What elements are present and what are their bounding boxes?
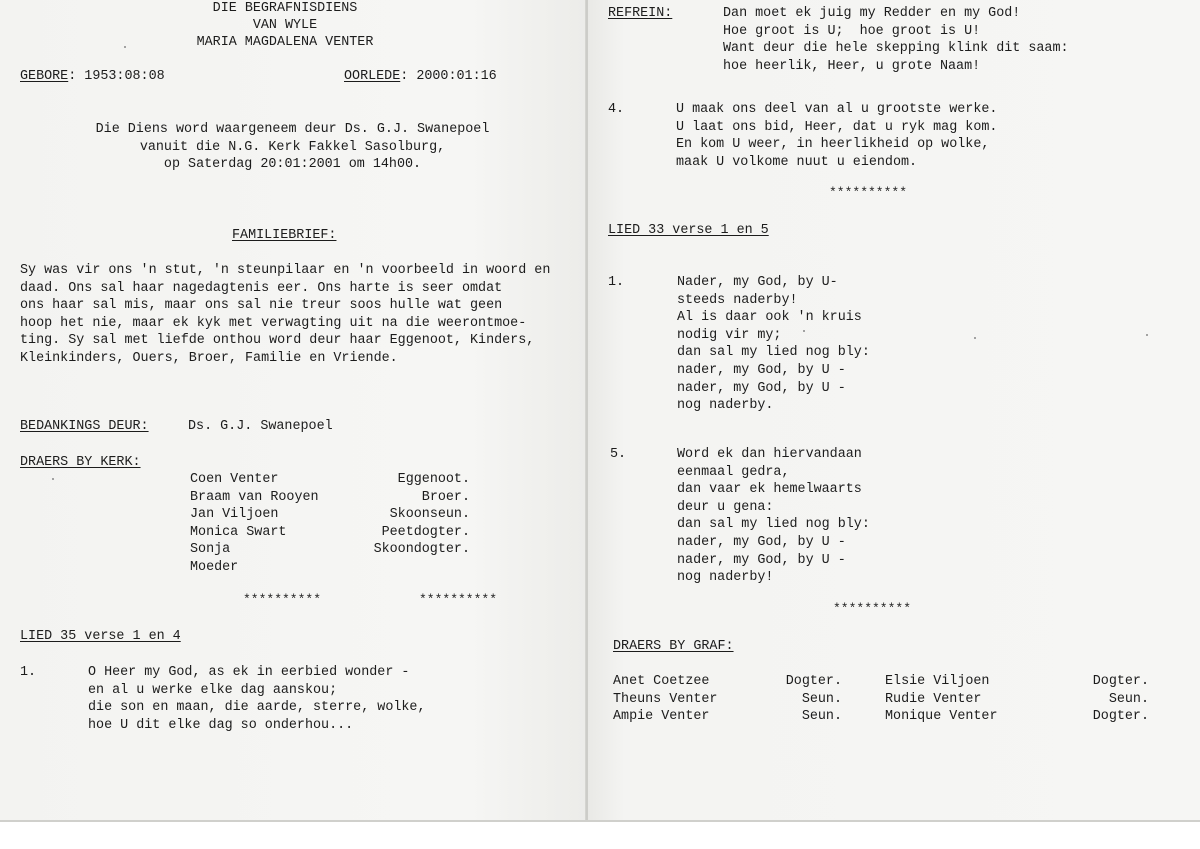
thanks-value: Ds. G.J. Swanepoel <box>188 419 333 434</box>
verse-line: Nader, my God, by U- <box>677 275 838 290</box>
bearer-row <box>885 691 1149 709</box>
verse-line: nader, my God, by U - <box>677 380 846 396</box>
verse-line: dan sal my lied nog bly: <box>677 345 870 361</box>
refrain-text <box>723 5 1069 75</box>
paper-speck <box>1146 334 1148 336</box>
paper-bottom-edge <box>0 820 1200 822</box>
title-line-1: DIE BEGRAFNISDIENS <box>212 1 358 16</box>
bearer-row <box>190 559 470 577</box>
bearer-relation: Eggenoot. <box>397 472 470 487</box>
verse-line: dan sal my lied nog bly: <box>677 517 870 533</box>
paper-speck <box>974 337 976 339</box>
bearer-row <box>885 673 1149 691</box>
bearer-row <box>190 541 470 559</box>
bearer-row <box>190 506 470 524</box>
died-value: : 2000:01:16 <box>400 69 497 84</box>
verse-line: hoe U dit elke dag so onderhou... <box>88 717 354 733</box>
born-label: GEBORE <box>20 69 69 84</box>
title-line-3: MARIA MAGDALENA VENTER <box>196 35 374 50</box>
bearer-name: Braam van Rooyen <box>190 489 319 505</box>
family-letter-line: ons haar sal mis, maar ons sal nie treur soos hulle wat geen <box>20 298 503 314</box>
grave-bearers-label: DRAERS BY GRAF: <box>613 639 734 654</box>
verse-line: eenmaal gedra, <box>677 464 790 480</box>
bearer-name: Moeder <box>190 559 239 575</box>
hymn-35-heading: LIED 35 verse 1 en 4 <box>20 629 181 644</box>
service-line: Die Diens word waargeneem deur Ds. G.J. Swanepoel <box>95 122 490 137</box>
family-letter-line: hoop het nie, maar ek kyk met verwagting uit na die weerontmoe- <box>20 315 527 331</box>
verse-line: nader, my God, by U - <box>677 534 846 550</box>
grave-bearers-right <box>885 673 1149 726</box>
bearer-name: Jan Viljoen <box>190 507 279 523</box>
left-page <box>0 0 586 820</box>
bearer-row <box>885 708 1149 726</box>
hymn-33-verse-5 <box>677 446 870 587</box>
family-letter-line: Kleinkinders, Ouers, Broer, Familie en Vriende. <box>20 350 398 366</box>
hymn-35-verse-4 <box>676 101 997 171</box>
verse-line: nodig vir my; <box>677 327 782 343</box>
birth-date <box>20 68 165 86</box>
death-date <box>344 68 497 86</box>
verse-number: 1. <box>608 275 625 290</box>
verse-line: En kom U weer, in heerlikheid op wolke, <box>676 137 990 153</box>
family-letter-line: Sy was vir ons 'n stut, 'n steunpilaar en 'n voorbeeld in woord en <box>20 263 551 278</box>
verse-line: nog naderby. <box>677 398 774 414</box>
bearer-name: Ampie Venter <box>613 709 710 725</box>
hymn-33-verse-1 <box>677 274 870 415</box>
service-info <box>20 121 565 174</box>
grave-bearers-left <box>613 673 842 726</box>
verse-number: 4. <box>608 102 625 117</box>
bearer-relation: Dogter. <box>785 674 842 689</box>
service-line: vanuit die N.G. Kerk Fakkel Sasolburg, <box>139 139 446 155</box>
hymn-35-verse-1 <box>88 664 426 734</box>
verse-line: en al u werke elke dag aanskou; <box>88 682 338 698</box>
born-value: : 1953:08:08 <box>68 69 165 84</box>
verse-number: 1. <box>20 665 37 680</box>
verse-line: maak U volkome nuut u eiendom. <box>676 154 918 170</box>
church-bearers-list <box>190 471 470 577</box>
bearer-name: Coen Venter <box>190 472 279 487</box>
verse-line: U maak ons deel van al u grootste werke. <box>676 102 998 117</box>
paper-speck <box>124 46 126 48</box>
right-page <box>588 0 1200 820</box>
bearer-row <box>613 708 842 726</box>
bearer-name: Elsie Viljoen <box>885 674 990 689</box>
family-letter-line: ting. Sy sal met liefde onthou word deur haar Eggenoot, Kinders, <box>20 333 535 349</box>
verse-number: 5. <box>610 447 627 462</box>
title-line-2: VAN WYLE <box>252 18 318 33</box>
verse-line: O Heer my God, as ek in eerbied wonder - <box>88 665 410 680</box>
paper-speck <box>803 330 805 332</box>
verse-line: Word ek dan hiervandaan <box>677 447 862 462</box>
verse-line: nader, my God, by U - <box>677 362 846 378</box>
bearer-name: Anet Coetzee <box>613 674 710 689</box>
separator-stars: ********** <box>419 592 498 607</box>
family-letter-heading: FAMILIEBRIEF: <box>232 228 337 243</box>
family-letter-text <box>20 262 565 368</box>
bearer-relation: Broer. <box>421 489 470 505</box>
verse-line: nader, my God, by U - <box>677 552 846 568</box>
verse-line: U laat ons bid, Heer, dat u ryk mag kom. <box>676 119 998 135</box>
bearer-relation: Seun. <box>1108 691 1149 707</box>
verse-line: steeds naderby! <box>677 292 798 308</box>
refrain-line: hoe heerlik, Heer, u grote Naam! <box>723 58 981 74</box>
service-line: op Saterdag 20:01:2001 om 14h00. <box>163 157 422 173</box>
refrain-line: Want deur die hele skepping klink dit saam: <box>723 41 1069 57</box>
bearer-row <box>613 673 842 691</box>
verse-line: nog naderby! <box>677 570 774 586</box>
bearer-name: Monica Swart <box>190 524 287 540</box>
family-letter-line: daad. Ons sal haar nagedagtenis eer. Ons harte is seer omdat <box>20 280 503 296</box>
bearer-name: Monique Venter <box>885 709 998 725</box>
bearer-row <box>190 471 470 489</box>
thanks-label: BEDANKINGS DEUR: <box>20 419 149 434</box>
bearer-relation: Dogter. <box>1092 674 1149 689</box>
bearer-row <box>613 691 842 709</box>
separator-stars: ********** <box>833 601 912 616</box>
refrain-label: REFREIN: <box>608 6 673 21</box>
bearer-relation: Seun. <box>801 691 842 707</box>
bearer-relation: Seun. <box>801 709 842 725</box>
hymn-33-heading: LIED 33 verse 1 en 5 <box>608 223 769 238</box>
refrain-line: Hoe groot is U; hoe groot is U! <box>723 23 981 39</box>
bearer-row <box>190 489 470 507</box>
bearer-row <box>190 524 470 542</box>
refrain-line: Dan moet ek juig my Redder en my God! <box>723 6 1021 21</box>
verse-line: Al is daar ook 'n kruis <box>677 310 862 326</box>
verse-line: deur u gena: <box>677 499 774 515</box>
bearer-relation: Dogter. <box>1092 709 1149 725</box>
bearer-name: Theuns Venter <box>613 691 718 707</box>
bearer-name: Rudie Venter <box>885 691 982 707</box>
bearer-relation: Skoondogter. <box>373 542 470 558</box>
separator-stars: ********** <box>243 592 322 607</box>
separator-stars: ********** <box>829 185 908 200</box>
bearer-name: Sonja <box>190 542 231 558</box>
church-bearers-label: DRAERS BY KERK: <box>20 455 141 470</box>
died-label: OORLEDE <box>344 69 401 84</box>
bearer-relation: Skoonseun. <box>389 507 470 523</box>
bearer-relation: Peetdogter. <box>381 524 470 540</box>
paper-speck <box>52 478 54 480</box>
verse-line: die son en maan, die aarde, sterre, wolke, <box>88 700 426 716</box>
verse-line: dan vaar ek hemelwaarts <box>677 482 862 498</box>
